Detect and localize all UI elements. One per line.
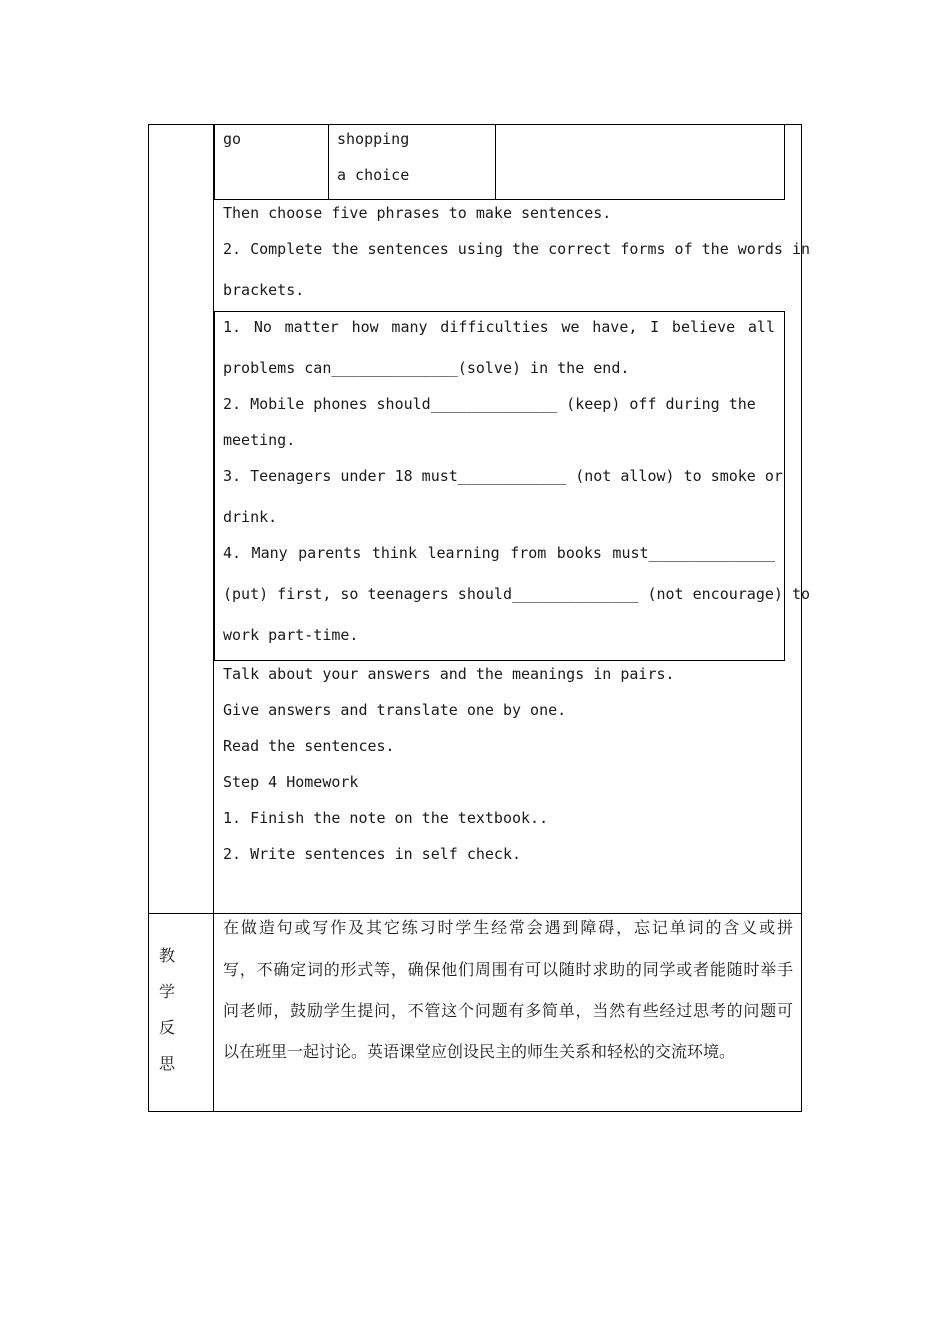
phrase-table-divider xyxy=(328,125,329,199)
homework-item-1: 1. Finish the note on the textbook.. xyxy=(223,809,549,827)
reflection-label-char: 思 xyxy=(158,1054,175,1073)
reflection-label-char: 反 xyxy=(158,1018,175,1037)
reflection-label-char: 教 xyxy=(158,946,175,965)
instruction-complete-cont: brackets. xyxy=(223,281,305,299)
phrase-cell-go: go xyxy=(223,130,242,148)
sentence-3-cont: drink. xyxy=(223,508,278,526)
sentence-2-cont: meeting. xyxy=(223,431,296,449)
give-instruction: Give answers and translate one by one. xyxy=(223,701,567,719)
homework-item-2: 2. Write sentences in self check. xyxy=(223,845,522,863)
reflection-line: 问老师，鼓励学生提问，不管这个问题有多简单，当然有些经过思考的问题可 xyxy=(223,1001,794,1020)
reflection-line: 在做造句或写作及其它练习时学生经常会遇到障碍，忘记单词的含义或拼 xyxy=(223,918,795,937)
phrase-table-divider xyxy=(495,125,496,199)
phrase-cell-shopping: shopping xyxy=(337,130,410,148)
sentence-4: 4. Many parents think learning from books must______________ xyxy=(223,544,775,562)
reflection-line: 以在班里一起讨论。英语课堂应创设民主的师生关系和轻松的交流环境。 xyxy=(223,1042,736,1061)
sentence-1-cont: problems can______________(solve) in the end. xyxy=(223,359,630,377)
step-heading: Step 4 Homework xyxy=(223,773,359,791)
reflection-label-char: 学 xyxy=(158,982,175,1001)
phrase-cell-choice: a choice xyxy=(337,166,410,184)
row-divider xyxy=(148,913,802,914)
sentence-4-cont2: work part-time. xyxy=(223,626,359,644)
sentence-3: 3. Teenagers under 18 must____________ (not allow) to smoke or xyxy=(223,467,783,485)
sentence-1: 1. No matter how many difficulties we have, I believe all xyxy=(223,318,775,336)
reflection-line: 写，不确定词的形式等，确保他们周围有可以随时求助的同学或者能随时举手 xyxy=(223,960,794,979)
sentence-2: 2. Mobile phones should______________ (keep) off during the xyxy=(223,395,756,413)
talk-instruction: Talk about your answers and the meanings in pairs. xyxy=(223,665,675,683)
read-instruction: Read the sentences. xyxy=(223,737,395,755)
sentence-4-cont: (put) first, so teenagers should______________ (not encourage) to xyxy=(223,585,810,603)
instruction-complete: 2. Complete the sentences using the correct forms of the words in xyxy=(223,240,810,258)
phrase-table xyxy=(214,125,785,200)
instruction-choose: Then choose five phrases to make sentences. xyxy=(223,204,612,222)
